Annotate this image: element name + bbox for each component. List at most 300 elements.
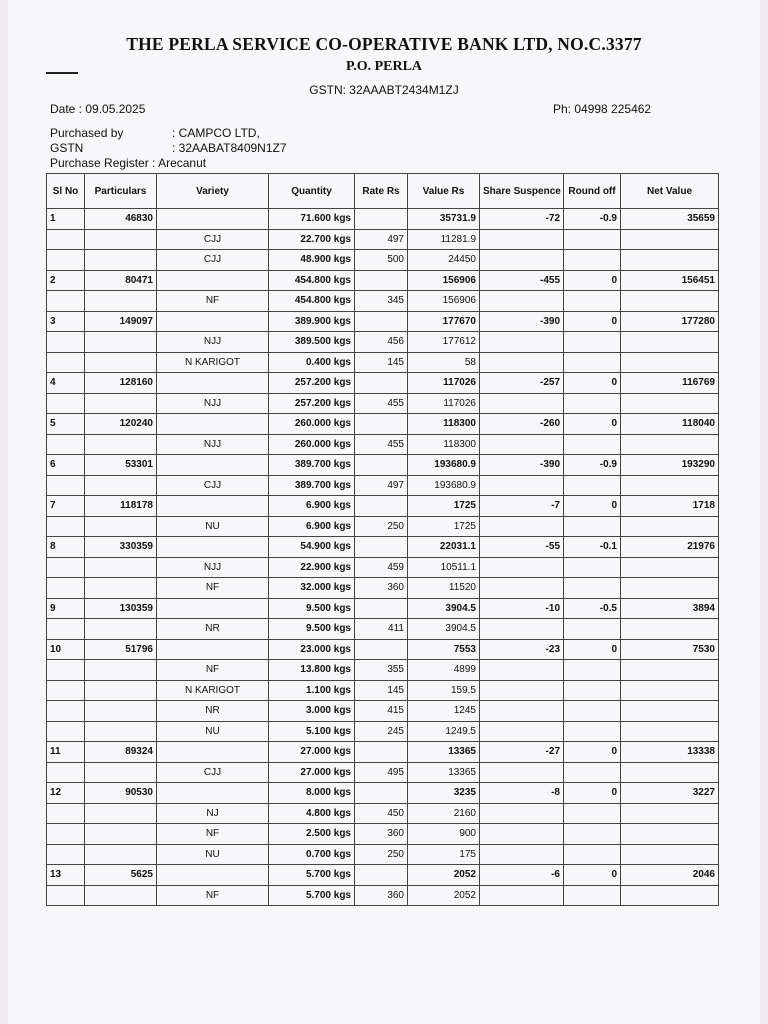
table-row-detail: [47, 803, 719, 824]
cell-quantity: 2.500 kgs: [269, 824, 355, 845]
cell-sl-no: [47, 762, 85, 783]
cell-sl-no: [47, 680, 85, 701]
cell-round-off: [564, 475, 621, 496]
cell-value: 13365: [408, 762, 480, 783]
cell-round-off: -0.5: [564, 598, 621, 619]
cell-quantity: 48.900 kgs: [269, 250, 355, 271]
bank-title: THE PERLA SERVICE CO-OPERATIVE BANK LTD, NO.C.3377: [126, 34, 642, 54]
table-row-main: [47, 537, 719, 558]
cell-value: 3235: [408, 783, 480, 804]
table-row-main: [47, 865, 719, 886]
cell-share-suspence: -55: [480, 537, 564, 558]
col-header-round-off: Round off: [564, 174, 621, 209]
cell-rate: 456: [355, 332, 408, 353]
cell-rate: [355, 209, 408, 230]
cell-quantity: 71.600 kgs: [269, 209, 355, 230]
cell-variety: CJJ: [157, 762, 269, 783]
cell-variety: [157, 270, 269, 291]
table-row-detail: [47, 332, 719, 353]
cell-variety: NF: [157, 291, 269, 312]
cell-particulars: [85, 516, 157, 537]
cell-quantity: 6.900 kgs: [269, 516, 355, 537]
cell-value: 35731.9: [408, 209, 480, 230]
purchased-by-label: Purchased by: [50, 126, 124, 140]
cell-rate: 495: [355, 762, 408, 783]
cell-share-suspence: -390: [480, 455, 564, 476]
cell-rate: [355, 537, 408, 558]
cell-quantity: 454.800 kgs: [269, 291, 355, 312]
cell-variety: N KARIGOT: [157, 680, 269, 701]
cell-sl-no: 8: [47, 537, 85, 558]
cell-share-suspence: [480, 557, 564, 578]
table-row-detail: [47, 824, 719, 845]
cell-value: 159.5: [408, 680, 480, 701]
cell-net-value: [621, 250, 719, 271]
cell-sl-no: 11: [47, 742, 85, 763]
cell-quantity: 6.900 kgs: [269, 496, 355, 517]
cell-share-suspence: [480, 762, 564, 783]
purchased-by-value: : CAMPCO LTD,: [172, 126, 260, 140]
cell-rate: 355: [355, 660, 408, 681]
cell-sl-no: [47, 844, 85, 865]
table-row-detail: [47, 762, 719, 783]
cell-rate: 145: [355, 352, 408, 373]
buyer-gstn-line: [50, 141, 287, 155]
cell-share-suspence: [480, 680, 564, 701]
cell-share-suspence: -72: [480, 209, 564, 230]
cell-sl-no: 7: [47, 496, 85, 517]
cell-net-value: [621, 885, 719, 906]
cell-net-value: [621, 557, 719, 578]
cell-round-off: 0: [564, 270, 621, 291]
cell-variety: N KARIGOT: [157, 352, 269, 373]
cell-share-suspence: [480, 516, 564, 537]
cell-quantity: 27.000 kgs: [269, 742, 355, 763]
cell-sl-no: [47, 393, 85, 414]
cell-rate: [355, 414, 408, 435]
col-header-value: Value Rs: [408, 174, 480, 209]
cell-particulars: [85, 434, 157, 455]
cell-particulars: [85, 291, 157, 312]
cell-round-off: 0: [564, 639, 621, 660]
cell-rate: 500: [355, 250, 408, 271]
cell-variety: NJJ: [157, 557, 269, 578]
cell-particulars: [85, 475, 157, 496]
cell-particulars: [85, 332, 157, 353]
table-row-main: [47, 598, 719, 619]
cell-rate: 497: [355, 229, 408, 250]
cell-quantity: 389.500 kgs: [269, 332, 355, 353]
bank-address: P.O. PERLA: [345, 59, 423, 74]
cell-net-value: [621, 844, 719, 865]
cell-rate: [355, 311, 408, 332]
cell-value: 24450: [408, 250, 480, 271]
cell-quantity: 32.000 kgs: [269, 578, 355, 599]
purchased-by-line: [50, 126, 260, 140]
cell-value: 22031.1: [408, 537, 480, 558]
cell-round-off: [564, 680, 621, 701]
cell-net-value: 156451: [621, 270, 719, 291]
cell-round-off: -0.1: [564, 537, 621, 558]
cell-round-off: [564, 885, 621, 906]
table-row-detail: [47, 619, 719, 640]
cell-sl-no: [47, 803, 85, 824]
cell-rate: [355, 783, 408, 804]
table-row-detail: [47, 680, 719, 701]
cell-value: 10511.1: [408, 557, 480, 578]
cell-particulars: 120240: [85, 414, 157, 435]
cell-share-suspence: -390: [480, 311, 564, 332]
cell-round-off: [564, 291, 621, 312]
cell-variety: [157, 373, 269, 394]
cell-value: 175: [408, 844, 480, 865]
cell-variety: [157, 311, 269, 332]
col-header-share-suspence: Share Suspence: [480, 174, 564, 209]
cell-round-off: [564, 721, 621, 742]
cell-value: 11520: [408, 578, 480, 599]
cell-sl-no: 9: [47, 598, 85, 619]
cell-quantity: 8.000 kgs: [269, 783, 355, 804]
cell-net-value: [621, 721, 719, 742]
col-header-sl-no: Sl No: [47, 174, 85, 209]
cell-particulars: 5625: [85, 865, 157, 886]
cell-quantity: 22.700 kgs: [269, 229, 355, 250]
cell-net-value: 7530: [621, 639, 719, 660]
cell-share-suspence: [480, 332, 564, 353]
cell-particulars: 149097: [85, 311, 157, 332]
cell-particulars: 89324: [85, 742, 157, 763]
cell-particulars: 130359: [85, 598, 157, 619]
cell-quantity: 0.700 kgs: [269, 844, 355, 865]
cell-share-suspence: -257: [480, 373, 564, 394]
cell-net-value: [621, 660, 719, 681]
cell-round-off: [564, 250, 621, 271]
cell-net-value: 1718: [621, 496, 719, 517]
col-header-particulars: Particulars: [85, 174, 157, 209]
cell-quantity: 454.800 kgs: [269, 270, 355, 291]
table-row-detail: [47, 660, 719, 681]
cell-value: 156906: [408, 270, 480, 291]
table-row-detail: [47, 352, 719, 373]
cell-particulars: [85, 557, 157, 578]
cell-rate: 360: [355, 885, 408, 906]
cell-variety: CJJ: [157, 250, 269, 271]
cell-share-suspence: [480, 844, 564, 865]
cell-value: 1725: [408, 496, 480, 517]
cell-round-off: 0: [564, 373, 621, 394]
cell-sl-no: [47, 332, 85, 353]
cell-quantity: 1.100 kgs: [269, 680, 355, 701]
cell-round-off: [564, 393, 621, 414]
cell-round-off: 0: [564, 865, 621, 886]
table-row-main: [47, 209, 719, 230]
cell-round-off: 0: [564, 414, 621, 435]
cell-round-off: [564, 434, 621, 455]
table-row-detail: [47, 578, 719, 599]
cell-rate: 360: [355, 824, 408, 845]
cell-share-suspence: -7: [480, 496, 564, 517]
cell-share-suspence: [480, 885, 564, 906]
cell-value: 177612: [408, 332, 480, 353]
cell-variety: NF: [157, 885, 269, 906]
cell-share-suspence: -455: [480, 270, 564, 291]
cell-rate: 411: [355, 619, 408, 640]
cell-share-suspence: [480, 229, 564, 250]
table-row-main: [47, 496, 719, 517]
table-row-main: [47, 639, 719, 660]
cell-value: 1249.5: [408, 721, 480, 742]
cell-net-value: [621, 619, 719, 640]
cell-rate: [355, 270, 408, 291]
cell-particulars: [85, 721, 157, 742]
cell-quantity: 27.000 kgs: [269, 762, 355, 783]
cell-net-value: 3894: [621, 598, 719, 619]
table-row-detail: [47, 434, 719, 455]
col-header-rate: Rate Rs: [355, 174, 408, 209]
cell-round-off: [564, 557, 621, 578]
cell-quantity: 13.800 kgs: [269, 660, 355, 681]
cell-variety: [157, 455, 269, 476]
cell-quantity: 9.500 kgs: [269, 598, 355, 619]
cell-variety: NU: [157, 721, 269, 742]
cell-particulars: 90530: [85, 783, 157, 804]
table-body: [47, 209, 719, 906]
cell-sl-no: 4: [47, 373, 85, 394]
col-header-net-value: Net Value: [621, 174, 719, 209]
cell-value: 1725: [408, 516, 480, 537]
cell-net-value: 35659: [621, 209, 719, 230]
table-row-detail: [47, 516, 719, 537]
cell-particulars: [85, 803, 157, 824]
cell-variety: [157, 496, 269, 517]
table-row-main: [47, 311, 719, 332]
cell-round-off: [564, 619, 621, 640]
table-row-detail: [47, 885, 719, 906]
cell-round-off: [564, 660, 621, 681]
cell-round-off: [564, 844, 621, 865]
purchase-register-line: [50, 156, 206, 170]
cell-share-suspence: -260: [480, 414, 564, 435]
cell-quantity: 260.000 kgs: [269, 434, 355, 455]
cell-round-off: [564, 762, 621, 783]
cell-share-suspence: -23: [480, 639, 564, 660]
cell-sl-no: [47, 291, 85, 312]
cell-net-value: [621, 229, 719, 250]
cell-round-off: 0: [564, 783, 621, 804]
cell-particulars: [85, 701, 157, 722]
cell-share-suspence: [480, 393, 564, 414]
cell-rate: 450: [355, 803, 408, 824]
cell-share-suspence: -10: [480, 598, 564, 619]
cell-share-suspence: [480, 250, 564, 271]
cell-variety: NF: [157, 660, 269, 681]
cell-share-suspence: [480, 578, 564, 599]
cell-share-suspence: [480, 803, 564, 824]
table-row-detail: [47, 721, 719, 742]
table-row-detail: [47, 393, 719, 414]
cell-particulars: 118178: [85, 496, 157, 517]
cell-round-off: 0: [564, 496, 621, 517]
cell-variety: NJJ: [157, 434, 269, 455]
cell-net-value: [621, 762, 719, 783]
cell-value: 1245: [408, 701, 480, 722]
cell-round-off: [564, 229, 621, 250]
cell-particulars: [85, 680, 157, 701]
cell-quantity: 23.000 kgs: [269, 639, 355, 660]
cell-variety: NR: [157, 619, 269, 640]
cell-share-suspence: [480, 701, 564, 722]
cell-net-value: [621, 578, 719, 599]
cell-value: 156906: [408, 291, 480, 312]
bank-phone: Ph: 04998 225462: [553, 102, 652, 116]
cell-variety: [157, 537, 269, 558]
cell-sl-no: [47, 434, 85, 455]
cell-quantity: 54.900 kgs: [269, 537, 355, 558]
cell-particulars: [85, 844, 157, 865]
cell-sl-no: 13: [47, 865, 85, 886]
cell-particulars: [85, 885, 157, 906]
cell-value: 2052: [408, 885, 480, 906]
cell-rate: 459: [355, 557, 408, 578]
cell-rate: 455: [355, 434, 408, 455]
cell-value: 177670: [408, 311, 480, 332]
cell-variety: CJJ: [157, 475, 269, 496]
cell-particulars: 53301: [85, 455, 157, 476]
table-row-detail: [47, 475, 719, 496]
cell-quantity: 3.000 kgs: [269, 701, 355, 722]
cell-quantity: 9.500 kgs: [269, 619, 355, 640]
buyer-gstn-label: GSTN: [50, 141, 84, 155]
cell-net-value: [621, 434, 719, 455]
cell-variety: [157, 865, 269, 886]
cell-value: 2160: [408, 803, 480, 824]
cell-share-suspence: [480, 475, 564, 496]
cell-net-value: 177280: [621, 311, 719, 332]
cell-quantity: 5.700 kgs: [269, 885, 355, 906]
cell-share-suspence: [480, 824, 564, 845]
cell-net-value: [621, 475, 719, 496]
cell-round-off: 0: [564, 742, 621, 763]
col-header-variety: Variety: [157, 174, 269, 209]
cell-net-value: [621, 701, 719, 722]
cell-variety: [157, 598, 269, 619]
purchase-register-table: [46, 173, 719, 906]
cell-net-value: [621, 393, 719, 414]
cell-variety: NJ: [157, 803, 269, 824]
cell-sl-no: [47, 229, 85, 250]
cell-particulars: 51796: [85, 639, 157, 660]
table-row-detail: [47, 844, 719, 865]
cell-sl-no: [47, 619, 85, 640]
cell-particulars: 46830: [85, 209, 157, 230]
cell-variety: NU: [157, 844, 269, 865]
cell-sl-no: 6: [47, 455, 85, 476]
cell-share-suspence: -27: [480, 742, 564, 763]
table-row-main: [47, 414, 719, 435]
cell-quantity: 389.900 kgs: [269, 311, 355, 332]
cell-variety: [157, 414, 269, 435]
cell-rate: [355, 455, 408, 476]
cell-sl-no: 1: [47, 209, 85, 230]
cell-value: 900: [408, 824, 480, 845]
cell-rate: [355, 373, 408, 394]
cell-sl-no: 5: [47, 414, 85, 435]
cell-net-value: 116769: [621, 373, 719, 394]
cell-value: 3904.5: [408, 619, 480, 640]
cell-rate: 455: [355, 393, 408, 414]
cell-share-suspence: [480, 434, 564, 455]
cell-value: 117026: [408, 373, 480, 394]
cell-round-off: [564, 332, 621, 353]
cell-sl-no: [47, 721, 85, 742]
cell-rate: 250: [355, 516, 408, 537]
table-row-detail: [47, 229, 719, 250]
cell-particulars: [85, 250, 157, 271]
cell-value: 4899: [408, 660, 480, 681]
cell-value: 118300: [408, 434, 480, 455]
cell-variety: NF: [157, 578, 269, 599]
table-row-main: [47, 455, 719, 476]
table-row-main: [47, 373, 719, 394]
cell-quantity: 4.800 kgs: [269, 803, 355, 824]
cell-round-off: [564, 516, 621, 537]
cell-particulars: 128160: [85, 373, 157, 394]
cell-value: 7553: [408, 639, 480, 660]
cell-quantity: 257.200 kgs: [269, 373, 355, 394]
cell-rate: [355, 598, 408, 619]
cell-round-off: [564, 803, 621, 824]
cell-value: 193680.9: [408, 475, 480, 496]
cell-value: 2052: [408, 865, 480, 886]
cell-rate: 250: [355, 844, 408, 865]
cell-quantity: 5.100 kgs: [269, 721, 355, 742]
cell-particulars: [85, 619, 157, 640]
bank-gstn: GSTN: 32AAABT2434M1ZJ: [309, 83, 459, 97]
cell-value: 11281.9: [408, 229, 480, 250]
cell-particulars: [85, 824, 157, 845]
table-row-main: [47, 742, 719, 763]
cell-sl-no: [47, 885, 85, 906]
cell-sl-no: 2: [47, 270, 85, 291]
cell-quantity: 389.700 kgs: [269, 455, 355, 476]
cell-particulars: [85, 393, 157, 414]
cell-round-off: [564, 578, 621, 599]
cell-quantity: 5.700 kgs: [269, 865, 355, 886]
cell-rate: 360: [355, 578, 408, 599]
cell-variety: NJJ: [157, 393, 269, 414]
cell-particulars: [85, 352, 157, 373]
cell-net-value: [621, 680, 719, 701]
cell-rate: [355, 865, 408, 886]
cell-variety: NR: [157, 701, 269, 722]
table-header-row: [47, 174, 719, 209]
cell-quantity: 22.900 kgs: [269, 557, 355, 578]
cell-quantity: 389.700 kgs: [269, 475, 355, 496]
cell-net-value: 2046: [621, 865, 719, 886]
purchase-register-label: Purchase Register :: [50, 156, 156, 170]
cell-sl-no: [47, 475, 85, 496]
cell-variety: [157, 209, 269, 230]
table-row-main: [47, 270, 719, 291]
cell-particulars: 330359: [85, 537, 157, 558]
cell-net-value: 13338: [621, 742, 719, 763]
cell-sl-no: [47, 557, 85, 578]
cell-share-suspence: [480, 352, 564, 373]
cell-rate: 415: [355, 701, 408, 722]
cell-variety: CJJ: [157, 229, 269, 250]
cell-net-value: [621, 824, 719, 845]
cell-rate: 497: [355, 475, 408, 496]
